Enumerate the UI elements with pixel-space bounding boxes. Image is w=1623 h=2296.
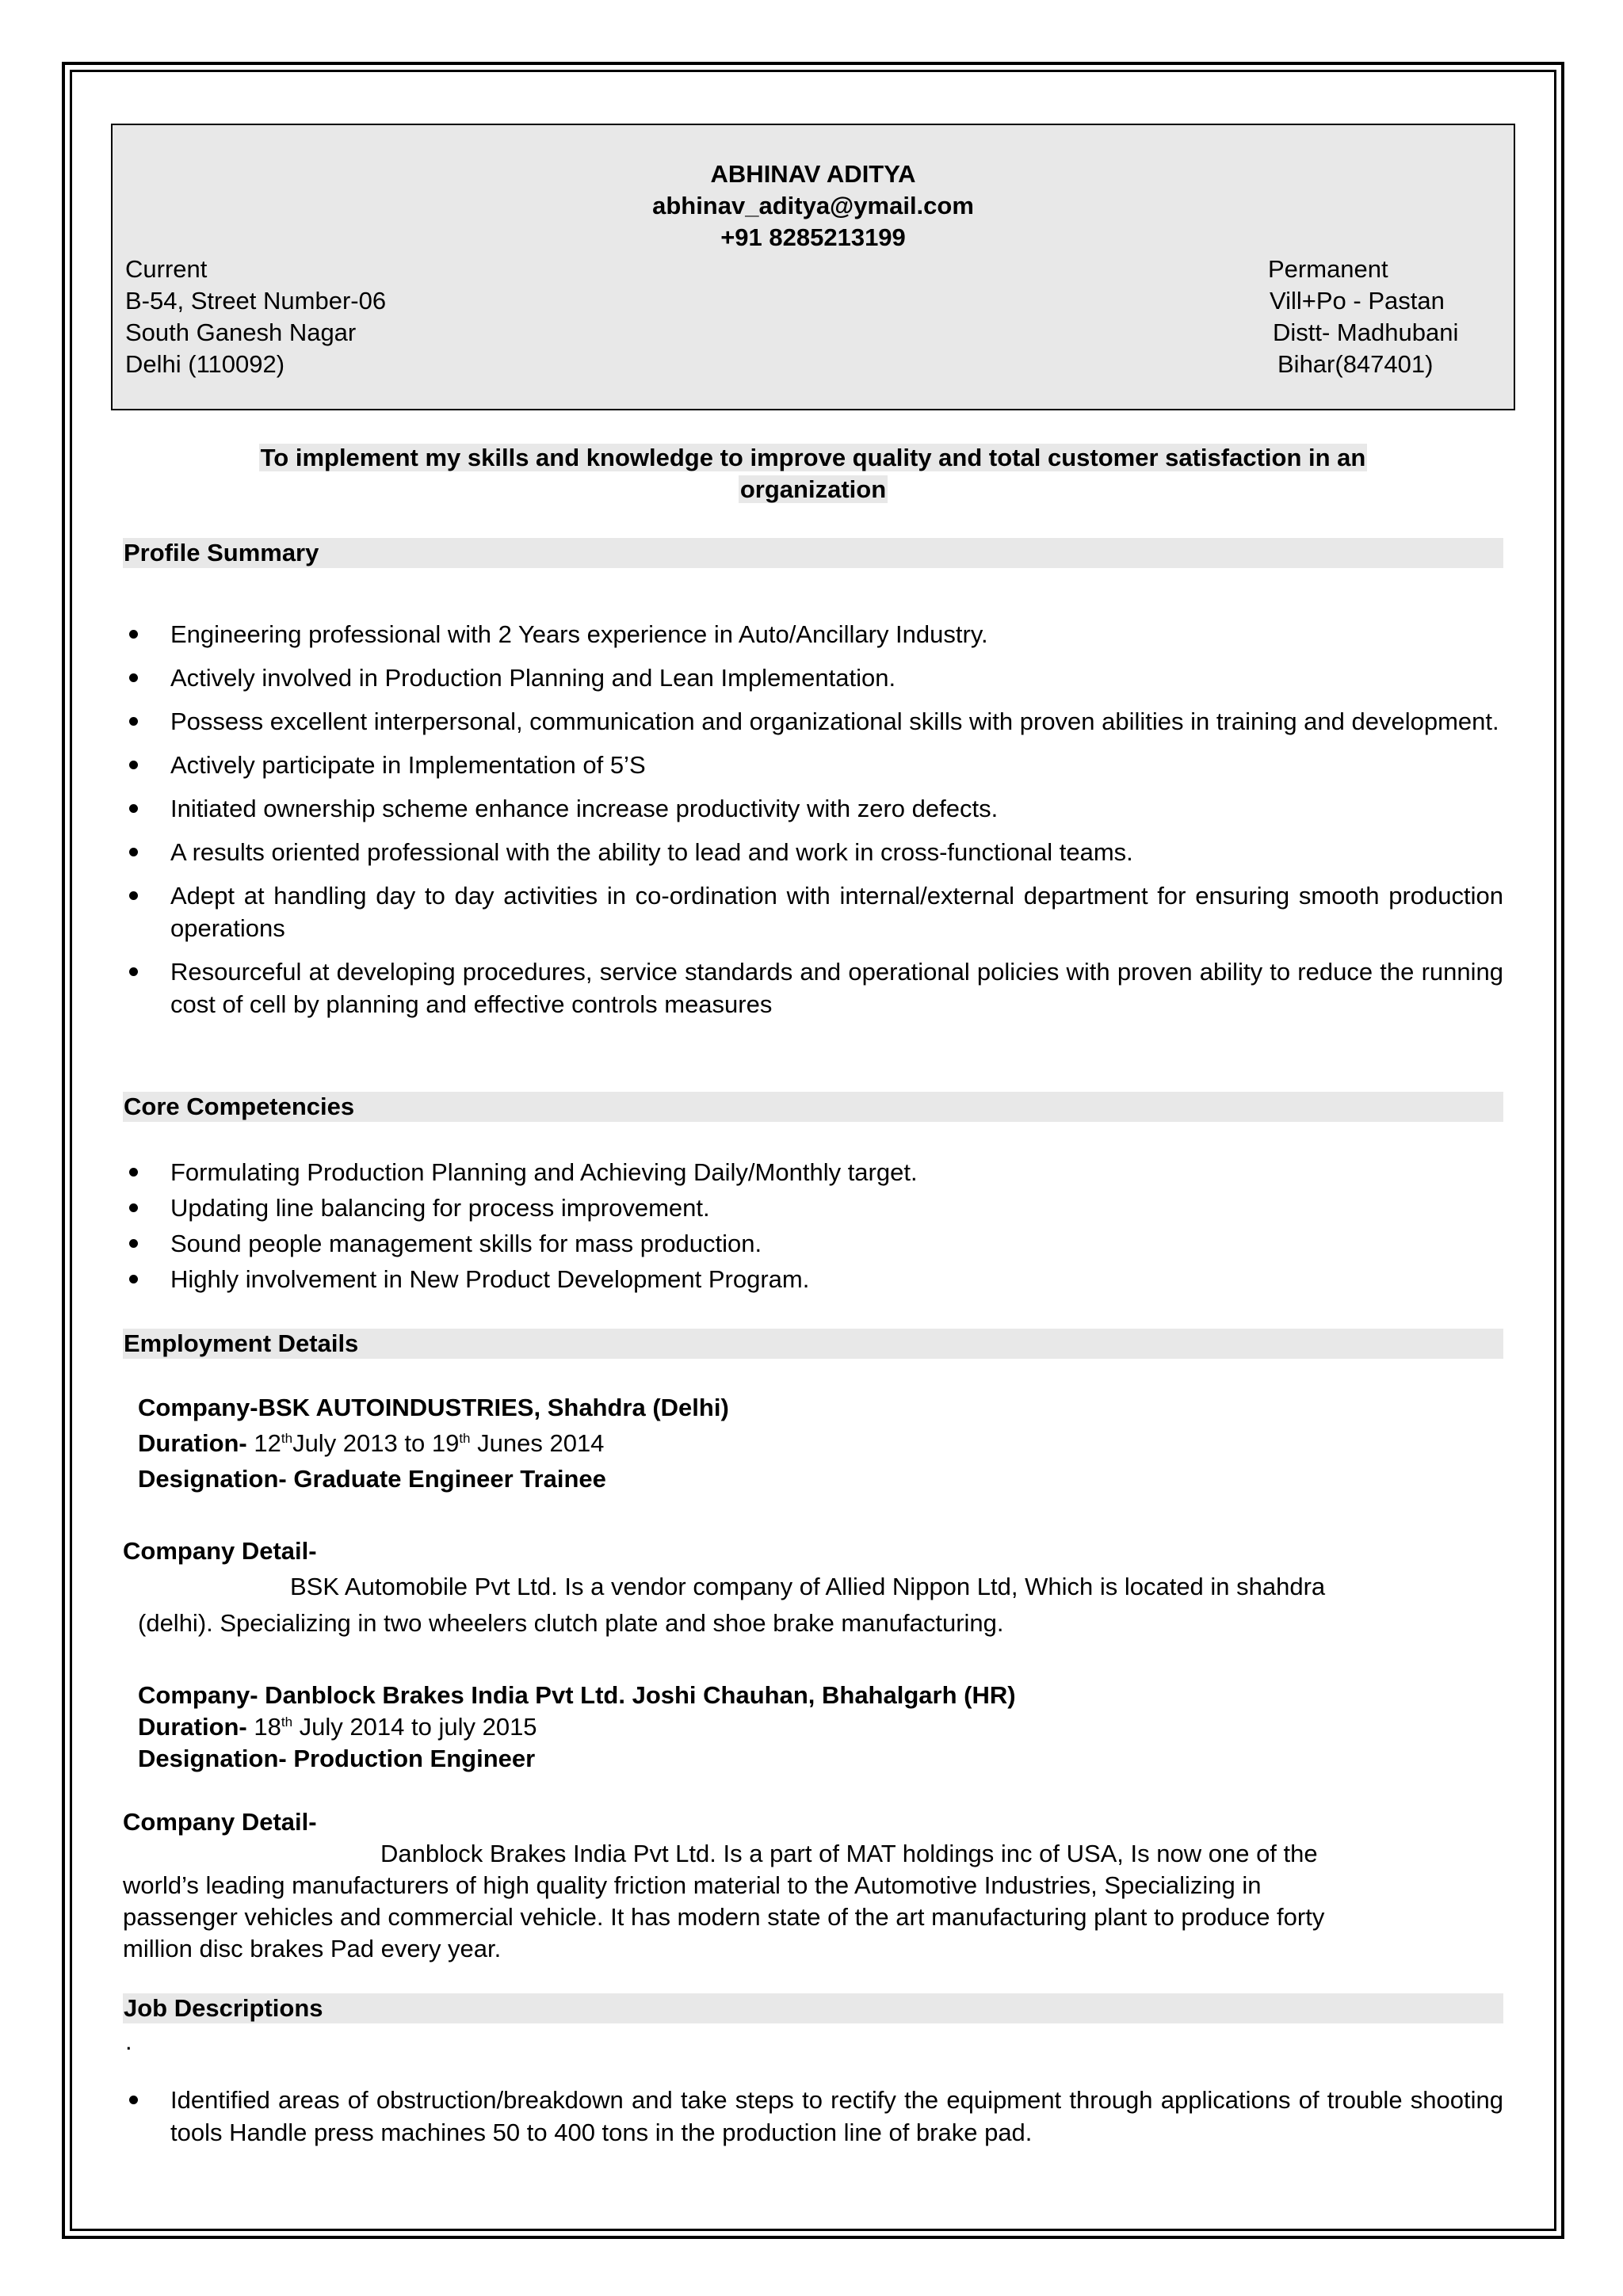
list-item: Updating line balancing for process improvement. <box>123 1192 1503 1224</box>
candidate-name: ABHINAV ADITYA <box>710 160 916 188</box>
current-address-line3: Delhi (110092) <box>125 350 285 378</box>
permanent-address-line1: Vill+Po - Pastan <box>1270 287 1445 315</box>
list-item: Initiated ownership scheme enhance increase productivity with zero defects. <box>123 792 1503 825</box>
list-item: Highly involvement in New Product Development Program. <box>123 1263 1503 1295</box>
list-item: Resourceful at developing procedures, service standards and operational policies with proven ability to reduce the running cost of cell by planning and effective controls measures <box>123 955 1503 1020</box>
job1-detail-line2: (delhi). Specializing in two wheelers clutch plate and shoe brake manufacturing. <box>138 1609 1004 1637</box>
bullet-icon <box>129 761 138 769</box>
job2-detail-line1: Danblock Brakes India Pvt Ltd. Is a part of MAT holdings inc of USA, Is now one of the <box>380 1840 1318 1867</box>
stray-mark: . <box>125 2027 132 2055</box>
permanent-address-line2: Distt- Madhubani <box>1273 318 1459 346</box>
career-objective <box>119 442 1507 505</box>
bullet-icon <box>129 804 138 813</box>
job2-duration: Duration- 18th July 2014 to july 2015 <box>138 1713 537 1741</box>
job1-company: Company-BSK AUTOINDUSTRIES, Shahdra (Delhi) <box>138 1394 729 1421</box>
bullet-icon <box>129 1203 138 1212</box>
objective-line1: To implement my skills and knowledge to improve quality and total customer satisfaction in an <box>260 444 1366 471</box>
job2-detail-line3: passenger vehicles and commercial vehicle. It has modern state of the art manufacturing plant to produce forty <box>123 1903 1325 1931</box>
list-item: Actively involved in Production Planning and Lean Implementation. <box>123 662 1503 694</box>
list-item: Possess excellent interpersonal, communication and organizational skills with proven abilities in training and development. <box>123 705 1503 738</box>
objective-line2: organization <box>739 475 887 503</box>
core-competencies-heading: Core Competencies <box>123 1092 1503 1122</box>
job2-company-detail-label: Company Detail- <box>123 1808 317 1836</box>
current-address-label: Current <box>125 255 208 283</box>
job2-detail-line4: million disc brakes Pad every year. <box>123 1935 502 1962</box>
email: abhinav_aditya@ymail.com <box>652 192 974 219</box>
profile-summary-list <box>123 618 1503 1032</box>
current-address-line2: South Ganesh Nagar <box>125 318 357 346</box>
list-item: A results oriented professional with the ability to lead and work in cross-functional teams. <box>123 836 1503 868</box>
list-item: Adept at handling day to day activities in co-ordination with internal/external department for ensuring smooth production operations <box>123 879 1503 944</box>
core-competencies-list <box>123 1156 1503 1299</box>
list-item: Actively participate in Implementation of 5’S <box>123 749 1503 781</box>
employment-details-heading: Employment Details <box>123 1329 1503 1359</box>
bullet-icon <box>129 717 138 726</box>
bullet-icon <box>129 967 138 976</box>
bullet-icon <box>129 848 138 856</box>
permanent-address-label: Permanent <box>1268 255 1388 283</box>
job1-designation: Designation- Graduate Engineer Trainee <box>138 1465 606 1493</box>
contact-header <box>111 124 1515 410</box>
current-address-line1: B-54, Street Number-06 <box>125 287 387 315</box>
bullet-icon <box>129 891 138 900</box>
permanent-address-line3: Bihar(847401) <box>1277 350 1434 378</box>
job2-detail-line2: world’s leading manufacturers of high quality friction material to the Automotive Industries, Specializing in <box>123 1871 1262 1899</box>
job2-company: Company- Danblock Brakes India Pvt Ltd. Joshi Chauhan, Bhahalgarh (HR) <box>138 1681 1016 1709</box>
job1-detail-line1: BSK Automobile Pvt Ltd. Is a vendor company of Allied Nippon Ltd, Which is located in shahdra <box>290 1573 1326 1600</box>
bullet-icon <box>129 2096 138 2104</box>
bullet-icon <box>129 1275 138 1283</box>
bullet-icon <box>129 673 138 682</box>
list-item: Identified areas of obstruction/breakdown and take steps to rectify the equipment through applications of trouble shooting tools Handle press machines 50 to 400 tons in the production line of brake pad. <box>123 2084 1503 2149</box>
job1-duration: Duration- 12thJuly 2013 to 19th Junes 2014 <box>138 1429 605 1457</box>
list-item: Engineering professional with 2 Years experience in Auto/Ancillary Industry. <box>123 618 1503 650</box>
job1-company-detail-label: Company Detail- <box>123 1537 317 1565</box>
bullet-icon <box>129 1168 138 1177</box>
profile-summary-heading: Profile Summary <box>123 538 1503 568</box>
list-item: Formulating Production Planning and Achieving Daily/Monthly target. <box>123 1156 1503 1188</box>
bullet-icon <box>129 1239 138 1248</box>
job-descriptions-list <box>123 2084 1503 2149</box>
list-item: Sound people management skills for mass production. <box>123 1227 1503 1260</box>
phone: +91 8285213199 <box>720 223 906 251</box>
job-descriptions-heading: Job Descriptions <box>123 1993 1503 2023</box>
bullet-icon <box>129 630 138 639</box>
job2-designation: Designation- Production Engineer <box>138 1745 536 1772</box>
